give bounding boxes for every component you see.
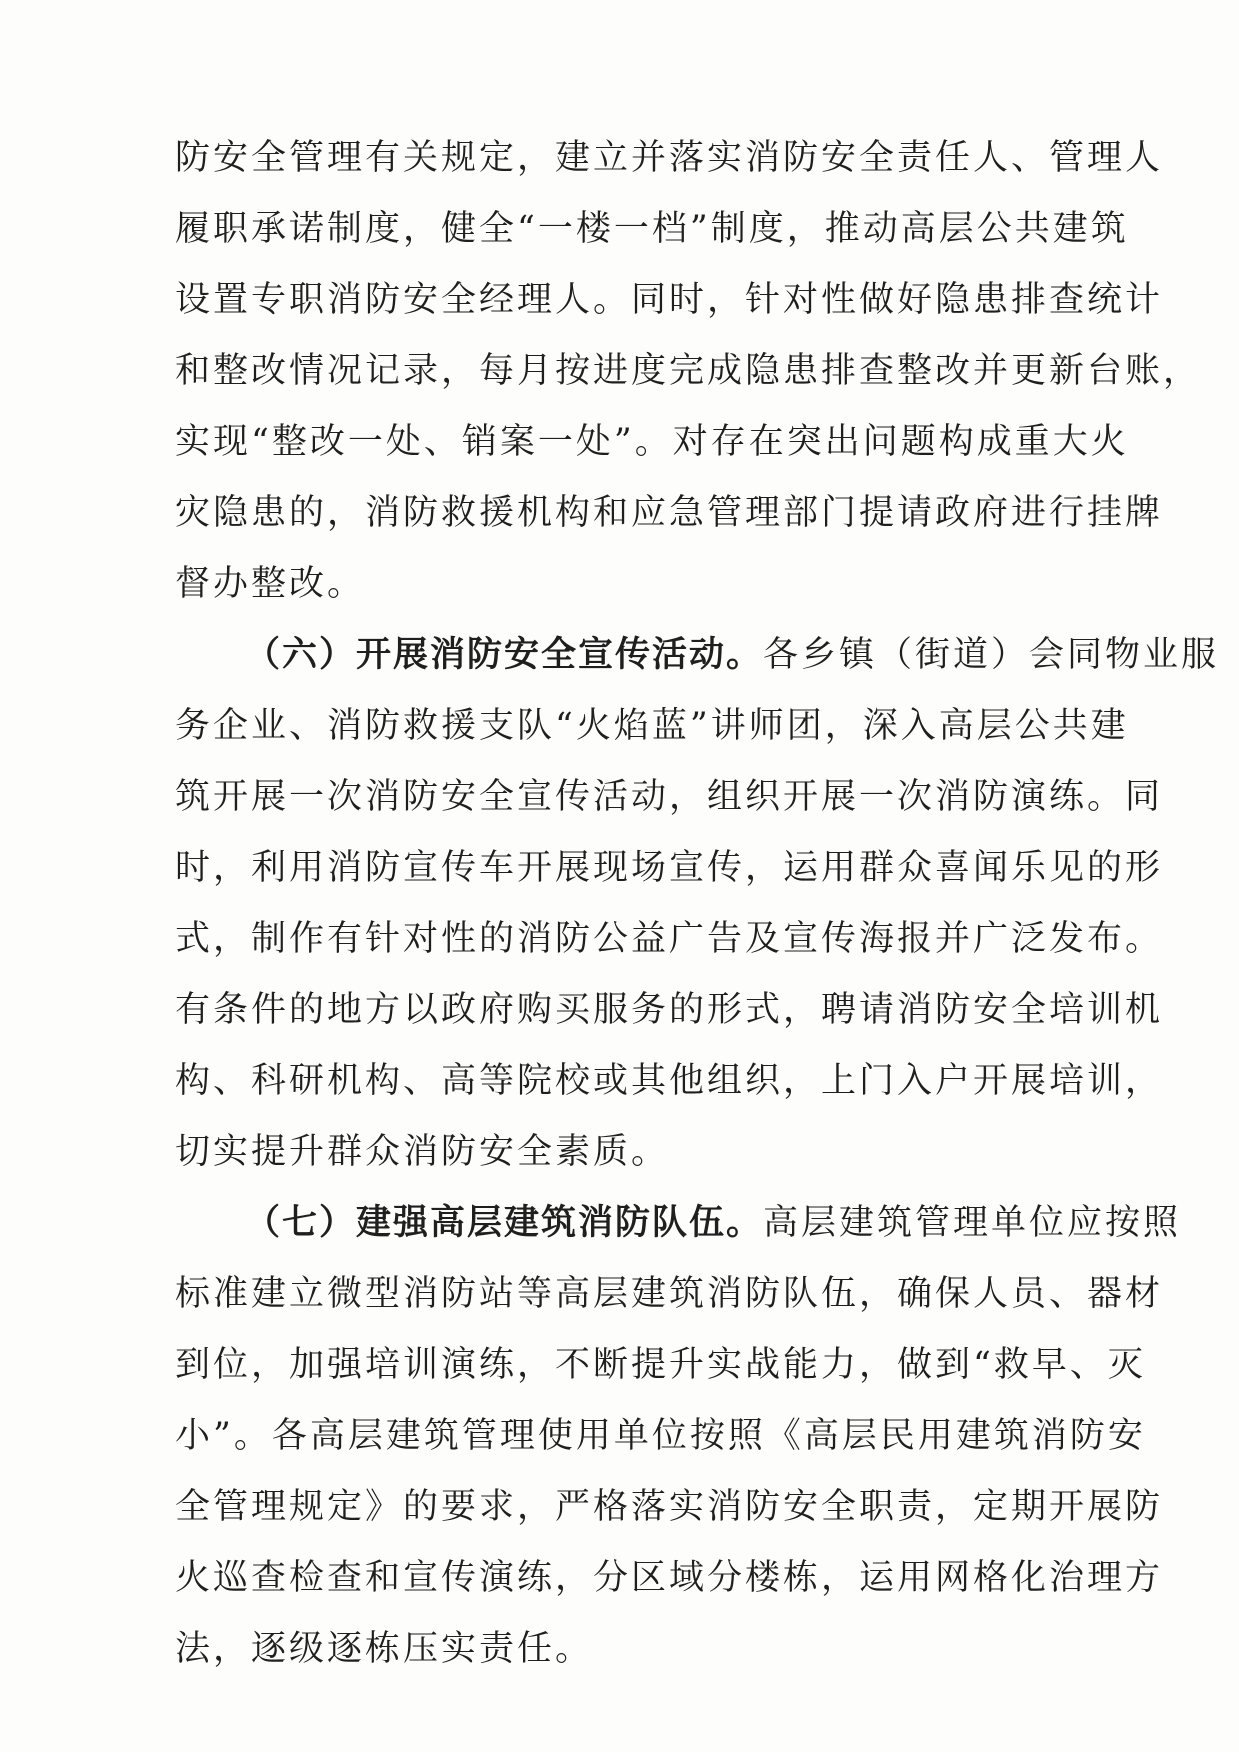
section6-line-3: 筑开展一次消防安全宣传活动，组织开展一次消防演练。同 — [175, 777, 1164, 817]
section6-first-line — [175, 620, 1220, 691]
para1-line-7: 督办整改。 — [175, 564, 366, 604]
section6-line-7: 构、科研机构、高等院校或其他组织，上门入户开展培训， — [175, 1061, 1164, 1101]
para1-line-5: 实现“整改一处、销案一处”。对存在突出问题构成重大火 — [175, 422, 1129, 462]
section6-heading: （六）开展消防安全宣传活动。 — [245, 635, 764, 675]
section7-line-4: 小”。各高层建筑管理使用单位按照《高层民用建筑消防安 — [175, 1416, 1146, 1456]
section7-line-6: 火巡查检查和宣传演练，分区域分楼栋，运用网格化治理方 — [175, 1558, 1164, 1598]
section7-line-5: 全管理规定》的要求，严格落实消防安全职责，定期开展防 — [175, 1487, 1164, 1527]
section6-first-line-text: 各乡镇（街道）会同物业服 — [763, 635, 1220, 675]
section6-line-2: 务企业、消防救援支队“火焰蓝”讲师团，深入高层公共建 — [175, 706, 1129, 746]
para1-line-1: 防安全管理有关规定，建立并落实消防安全责任人、管理人 — [175, 138, 1164, 178]
section7-line-2: 标准建立微型消防站等高层建筑消防队伍，确保人员、器材 — [175, 1274, 1164, 1314]
section6-line-6: 有条件的地方以政府购买服务的形式，聘请消防安全培训机 — [175, 990, 1164, 1030]
section6-line-5: 式，制作有针对性的消防公益广告及宣传海报并广泛发布。 — [175, 919, 1164, 959]
para1-line-2: 履职承诺制度，健全“一楼一档”制度，推动高层公共建筑 — [175, 209, 1129, 249]
section7-first-line — [175, 1188, 1182, 1259]
document-body — [175, 123, 1220, 1685]
section6-line-8: 切实提升群众消防安全素质。 — [175, 1132, 670, 1172]
section6-line-4: 时，利用消防宣传车开展现场宣传，运用群众喜闻乐见的形 — [175, 848, 1164, 888]
section7-line-3: 到位，加强培训演练，不断提升实战能力，做到“救早、灭 — [175, 1345, 1146, 1385]
section7-first-line-text: 高层建筑管理单位应按照 — [763, 1203, 1182, 1243]
section7-line-7: 法，逐级逐栋压实责任。 — [175, 1629, 594, 1669]
para1-line-3: 设置专职消防安全经理人。同时，针对性做好隐患排查统计 — [175, 280, 1164, 320]
para1-line-6: 灾隐患的，消防救援机构和应急管理部门提请政府进行挂牌 — [175, 493, 1164, 533]
para1-line-4: 和整改情况记录，每月按进度完成隐患排查整改并更新台账， — [175, 351, 1202, 391]
section7-heading: （七）建强高层建筑消防队伍。 — [245, 1203, 764, 1243]
